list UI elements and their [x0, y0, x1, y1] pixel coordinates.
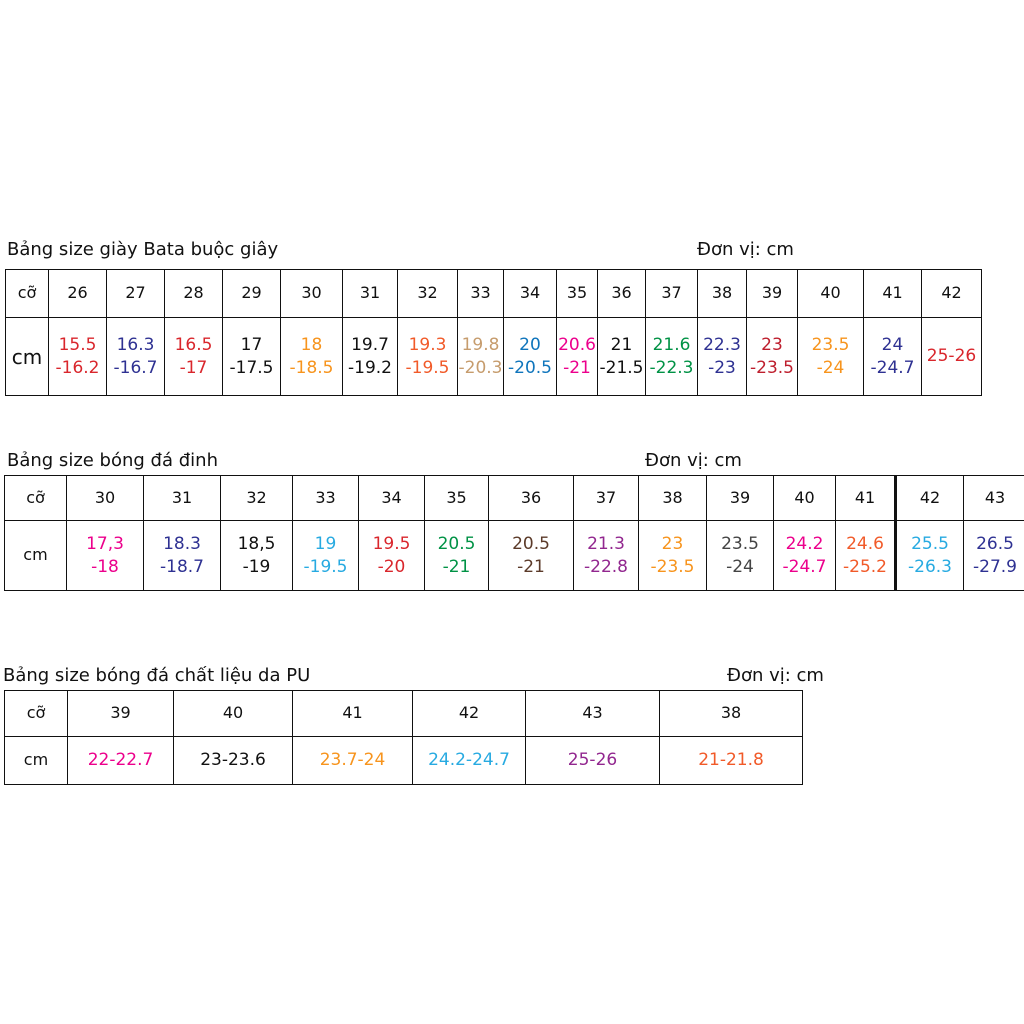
cm-range-start: 19.7 [351, 335, 389, 356]
cm-range-cell [398, 318, 458, 396]
cm-row [5, 521, 1024, 591]
size-cell: 40 [774, 476, 836, 521]
size-cell: 26 [49, 270, 107, 318]
cm-range-end: -19 [242, 556, 271, 577]
cm-range-cell [707, 521, 774, 591]
size-cell: 31 [144, 476, 221, 521]
size-cell: 32 [221, 476, 293, 521]
cm-range-end: -19.2 [348, 357, 392, 378]
size-cell: 35 [425, 476, 489, 521]
row-label-size: cỡ [5, 691, 68, 737]
cm-range-start: 23.5 [811, 335, 850, 356]
cm-range-end: -24.7 [782, 556, 827, 577]
cm-range-start: 24.2 [785, 534, 824, 555]
cm-range-start: 21.6 [652, 335, 691, 356]
cm-range-start: 19.3 [408, 335, 447, 356]
cm-range-start: 19.8 [461, 335, 500, 356]
cm-range-cell [144, 521, 221, 591]
cm-range-cell [281, 318, 343, 396]
cm-range-cell [526, 737, 660, 785]
cm-range-start: 15.5 [58, 335, 97, 356]
size-cell: 32 [398, 270, 458, 318]
cm-range-cell [165, 318, 223, 396]
cm-range-end: -22.3 [649, 357, 694, 378]
cm-range-start: 22-22.7 [87, 750, 154, 771]
cm-range-end: -16.2 [55, 357, 100, 378]
cm-range-cell [425, 521, 489, 591]
cm-range-cell [598, 318, 646, 396]
size-cell: 29 [223, 270, 281, 318]
cm-range-cell [747, 318, 798, 396]
cm-range-start: 24.6 [846, 534, 884, 555]
size-cell: 36 [489, 476, 574, 521]
cm-range-start: 25-26 [567, 750, 618, 771]
cm-range-cell [223, 318, 281, 396]
cm-range-end: -23.5 [750, 357, 794, 378]
size-cell: 40 [798, 270, 864, 318]
cm-range-end: -21 [442, 556, 471, 577]
cm-range-end: -21 [517, 556, 545, 577]
cm-range-end: -20 [377, 556, 406, 577]
cm-range-end: -24.7 [870, 357, 915, 378]
size-cell: 38 [698, 270, 747, 318]
row-label-size: cỡ [5, 476, 67, 521]
row-label-cm: cm [5, 521, 67, 591]
cm-range-start: 23 [661, 534, 684, 555]
cm-range-start: 20.5 [512, 534, 550, 555]
cm-range-end: -24 [816, 357, 845, 378]
size-cell: 43 [964, 476, 1024, 521]
size-cell: 28 [165, 270, 223, 318]
cm-range-end: -22.8 [584, 556, 628, 577]
cm-range-start: 16.3 [116, 335, 155, 356]
cm-range-end: -21 [563, 357, 591, 378]
size-cell: 34 [359, 476, 425, 521]
cm-range-cell [646, 318, 698, 396]
cm-range-start: 23 [761, 335, 783, 356]
cm-range-cell [293, 521, 359, 591]
cm-range-cell [293, 737, 413, 785]
cm-range-start: 20.5 [437, 534, 476, 555]
cm-row [5, 737, 803, 785]
cm-range-cell [174, 737, 293, 785]
cm-range-start: 17,3 [86, 534, 124, 555]
size-cell: 38 [639, 476, 707, 521]
size-row [5, 691, 803, 737]
cm-range-cell [836, 521, 896, 591]
cm-range-start: 23.7-24 [319, 750, 386, 771]
cm-range-start: 17 [240, 335, 263, 356]
table2-title: Bảng size bóng đá đinh [7, 450, 218, 471]
cm-range-cell [67, 521, 144, 591]
cm-range-start: 20.6 [558, 335, 596, 356]
cm-range-start: 18 [300, 335, 323, 356]
cm-range-end: -17.5 [229, 357, 274, 378]
cm-range-end: -18.7 [160, 556, 204, 577]
cm-range-cell [557, 318, 598, 396]
size-cell: 42 [922, 270, 982, 318]
size-cell: 31 [343, 270, 398, 318]
cm-range-start: 22.3 [703, 335, 741, 356]
cm-range-cell [107, 318, 165, 396]
size-cell: 41 [836, 476, 896, 521]
cm-range-cell [574, 521, 639, 591]
cm-range-end: -19.5 [303, 556, 348, 577]
size-cell: 37 [574, 476, 639, 521]
size-cell: 36 [598, 270, 646, 318]
size-table-football-pu [4, 690, 803, 785]
size-cell: 39 [707, 476, 774, 521]
cm-range-start: 18,5 [237, 534, 276, 555]
cm-row [6, 318, 982, 396]
size-cell: 34 [504, 270, 557, 318]
table3-title: Bảng size bóng đá chất liệu da PU [3, 665, 311, 686]
size-cell: 41 [293, 691, 413, 737]
size-row [5, 476, 1024, 521]
cm-range-start: 25.5 [911, 534, 949, 555]
cm-range-start: 23-23.6 [200, 750, 266, 771]
cm-range-start: 21 [610, 335, 633, 356]
cm-range-end: -19.5 [405, 357, 450, 378]
cm-range-start: 21-21.8 [698, 750, 764, 771]
cm-range-cell [864, 318, 922, 396]
cm-range-cell [359, 521, 425, 591]
row-label-cm: cm [5, 737, 68, 785]
cm-range-cell [798, 318, 864, 396]
cm-range-cell [49, 318, 107, 396]
size-cell: 38 [660, 691, 803, 737]
size-cell: 43 [526, 691, 660, 737]
table2-unit: Đơn vị: cm [645, 450, 742, 471]
cm-range-start: 23.5 [721, 534, 759, 555]
cm-range-start: 26.5 [976, 534, 1014, 555]
cm-range-cell [896, 521, 964, 591]
cm-range-cell [413, 737, 526, 785]
cm-range-start: 24.2-24.7 [428, 750, 510, 771]
cm-range-start: 21.3 [587, 534, 625, 555]
cm-range-end: -27.9 [973, 556, 1017, 577]
size-cell: 39 [747, 270, 798, 318]
cm-range-cell [343, 318, 398, 396]
cm-range-cell [922, 318, 982, 396]
size-cell: 35 [557, 270, 598, 318]
size-cell: 30 [281, 270, 343, 318]
table3-unit: Đơn vị: cm [727, 665, 824, 686]
cm-range-cell [964, 521, 1024, 591]
cm-range-start: 16.5 [174, 335, 213, 356]
cm-range-end: -20.3 [458, 357, 503, 378]
cm-range-cell [698, 318, 747, 396]
size-cell: 42 [413, 691, 526, 737]
cm-range-end: -20.5 [508, 357, 552, 378]
size-cell: 40 [174, 691, 293, 737]
cm-range-end: -18 [91, 556, 119, 577]
size-row [6, 270, 982, 318]
size-cell: 41 [864, 270, 922, 318]
row-label-cm: cm [6, 318, 49, 396]
table1-unit: Đơn vị: cm [697, 239, 794, 260]
cm-range-end: -17 [179, 357, 208, 378]
cm-range-start: 19.5 [372, 534, 411, 555]
cm-range-cell [774, 521, 836, 591]
size-cell: 33 [293, 476, 359, 521]
size-cell: 27 [107, 270, 165, 318]
cm-range-cell [221, 521, 293, 591]
cm-range-cell [504, 318, 557, 396]
cm-range-start: 18.3 [163, 534, 201, 555]
cm-range-end: -23.5 [650, 556, 695, 577]
cm-range-end: -25.2 [843, 556, 887, 577]
cm-range-end: -21.5 [599, 357, 644, 378]
size-cell: 42 [896, 476, 964, 521]
cm-range-end: -18.5 [289, 357, 334, 378]
cm-range-end: -16.7 [113, 357, 158, 378]
cm-range-start: 24 [881, 335, 904, 356]
cm-range-start: 19 [314, 534, 337, 555]
cm-range-cell [458, 318, 504, 396]
row-label-size: cỡ [6, 270, 49, 318]
cm-range-cell [639, 521, 707, 591]
cm-range-end: -23 [708, 357, 736, 378]
size-cell: 39 [68, 691, 174, 737]
cm-range-start: 20 [519, 335, 541, 356]
table1-title: Bảng size giày Bata buộc giây [7, 239, 279, 260]
size-cell: 37 [646, 270, 698, 318]
size-table-bata [5, 269, 982, 396]
cm-range-cell [660, 737, 803, 785]
size-cell: 30 [67, 476, 144, 521]
cm-range-cell [68, 737, 174, 785]
cm-range-end: -26.3 [908, 556, 952, 577]
size-cell: 33 [458, 270, 504, 318]
cm-range-cell [489, 521, 574, 591]
size-table-football-studs [4, 475, 1024, 591]
cm-range-end: -24 [726, 556, 754, 577]
cm-range-start: 25-26 [926, 346, 977, 367]
